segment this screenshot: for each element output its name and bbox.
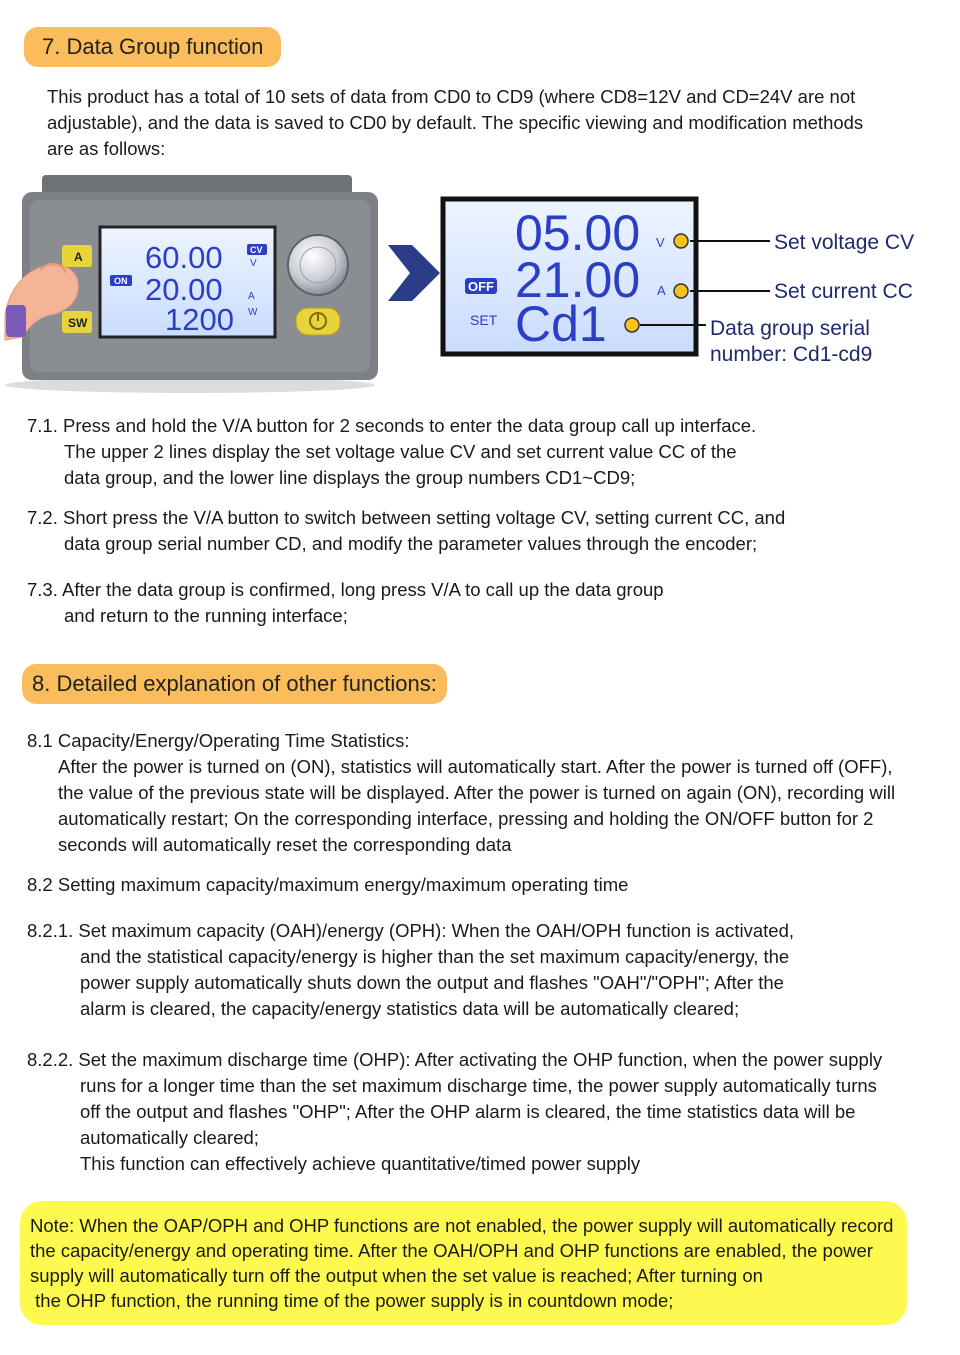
p822-line: automatically cleared; (80, 1127, 259, 1148)
arrow-right-icon (388, 245, 440, 301)
zoom-unit2: A (657, 283, 666, 298)
step-line: The upper 2 lines display the set voltage value CV and set current value CC of the (64, 441, 737, 462)
callout-dot (674, 234, 688, 248)
note-line: the power supply will automatically turn off the output when the set value is reached; After turning on (30, 1240, 873, 1286)
step-7-3 (27, 577, 937, 629)
device-unit3: W (248, 307, 258, 318)
step-line: data group, and the lower line displays the group numbers CD1~CD9; (64, 467, 636, 488)
p822-line: This function can effectively achieve quantitative/timed power supply (80, 1153, 641, 1174)
zoom-row3: Cd1 (515, 296, 607, 352)
section7-heading: 7. Data Group function (24, 27, 281, 67)
step-line: and return to the running interface; (64, 605, 348, 626)
callout-dot (674, 284, 688, 298)
device-cv-badge: CV (250, 245, 263, 255)
step-line: 7.3. After the data group is confirmed, long press V/A to call up the data group (27, 579, 664, 600)
intro-line: adjustable), and the data is saved to CD0 by default. The specific viewing and modification methods (47, 112, 864, 133)
section7-intro (47, 84, 937, 162)
p821-line: power supply automatically shuts down the output and flashes "OAH"/"OPH"; After the (80, 972, 784, 993)
device-unit1: V (250, 258, 257, 269)
note-line: the OHP function, the running time of the power supply is in countdown mode; (30, 1290, 674, 1311)
p81-line: automatically restart; On the corresponding interface, pressing and holding the ON/OFF button for 2 (58, 808, 874, 829)
note-text (30, 1213, 905, 1313)
p81-line: seconds will automatically reset the corresponding data (58, 834, 512, 855)
callout-cv: Set voltage CV (774, 231, 915, 254)
zoom-row1: 05.00 (515, 205, 641, 261)
p821-line: and the statistical capacity/energy is higher than the set maximum capacity/energy, the (80, 946, 790, 967)
callout-cd-line1: Data group serial (710, 317, 870, 340)
p81-line: the value of the previous state will be displayed. After the power is turned on again (ON), recording will (58, 782, 896, 803)
step-line: 7.1. Press and hold the V/A button for 2 seconds to enter the data group call up interface. (27, 415, 757, 436)
callout-cc: Set current CC (774, 280, 913, 303)
p822-line: off the output and flashes "OHP"; After the OHP alarm is cleared, the time statistics data will be (80, 1101, 856, 1122)
p81-line: After the power is turned on (ON), statistics will automatically start. After the power is turned off (OFF), (58, 756, 893, 777)
callout-cd-line2: number: Cd1-cd9 (710, 343, 873, 366)
sw-label: SW (68, 316, 88, 330)
intro-line: This product has a total of 10 sets of data from CD0 to CD9 (where CD8=12V and CD=24V are not (47, 86, 856, 107)
step-7-2 (27, 505, 937, 557)
callout-dot (625, 318, 639, 332)
p822-line: 8.2.2. Set the maximum discharge time (OHP): After activating the OHP function, when the power supply (27, 1049, 883, 1070)
p821-line: alarm is cleared, the capacity/energy statistics data will be automatically cleared; (80, 998, 740, 1019)
para-8-2-2 (27, 1047, 952, 1177)
zoom-set-label: SET (470, 312, 498, 328)
p822-line: runs for a longer time than the set maximum discharge time, the power supply automatically turns (80, 1075, 877, 1096)
device-on-badge: ON (114, 276, 128, 286)
device-illustration (0, 165, 960, 405)
svg-text:A: A (74, 250, 83, 264)
note-line: record the capacity/energy and operating time. After the OAH/OPH and OHP functions are enabled, (30, 1215, 894, 1261)
p821-line: 8.2.1. Set maximum capacity (OAH)/energy (OPH): When the OAH/OPH function is activated, (27, 920, 795, 941)
device-row2: 20.00 (145, 272, 223, 307)
p82-line: 8.2 Setting maximum capacity/maximum energy/maximum operating time (27, 874, 629, 895)
intro-line: are as follows: (47, 138, 166, 159)
note-line: Note: When the OAP/OPH and OHP functions are not enabled, the power supply will automatically (30, 1215, 836, 1236)
device-row1: 60.00 (145, 240, 223, 275)
encoder-knob[interactable] (288, 235, 348, 295)
para-8-2-1 (27, 918, 947, 1022)
para-8-2 (27, 872, 937, 898)
section8-heading: 8. Detailed explanation of other functions: (22, 664, 447, 704)
step-7-1 (27, 413, 937, 491)
device-unit2: A (248, 291, 255, 302)
para-8-1 (27, 728, 952, 858)
step-line: 7.2. Short press the V/A button to switch between setting voltage CV, setting current CC, and (27, 507, 786, 528)
step-line: data group serial number CD, and modify the parameter values through the encoder; (64, 533, 758, 554)
zoom-unit1: V (656, 235, 665, 250)
zoom-row2: 21.00 (515, 252, 641, 308)
p81-line: 8.1 Capacity/Energy/Operating Time Statistics: (27, 730, 410, 751)
note-box (20, 1201, 907, 1325)
zoom-off-badge: OFF (468, 279, 494, 294)
device-row3: 1200 (165, 302, 234, 337)
